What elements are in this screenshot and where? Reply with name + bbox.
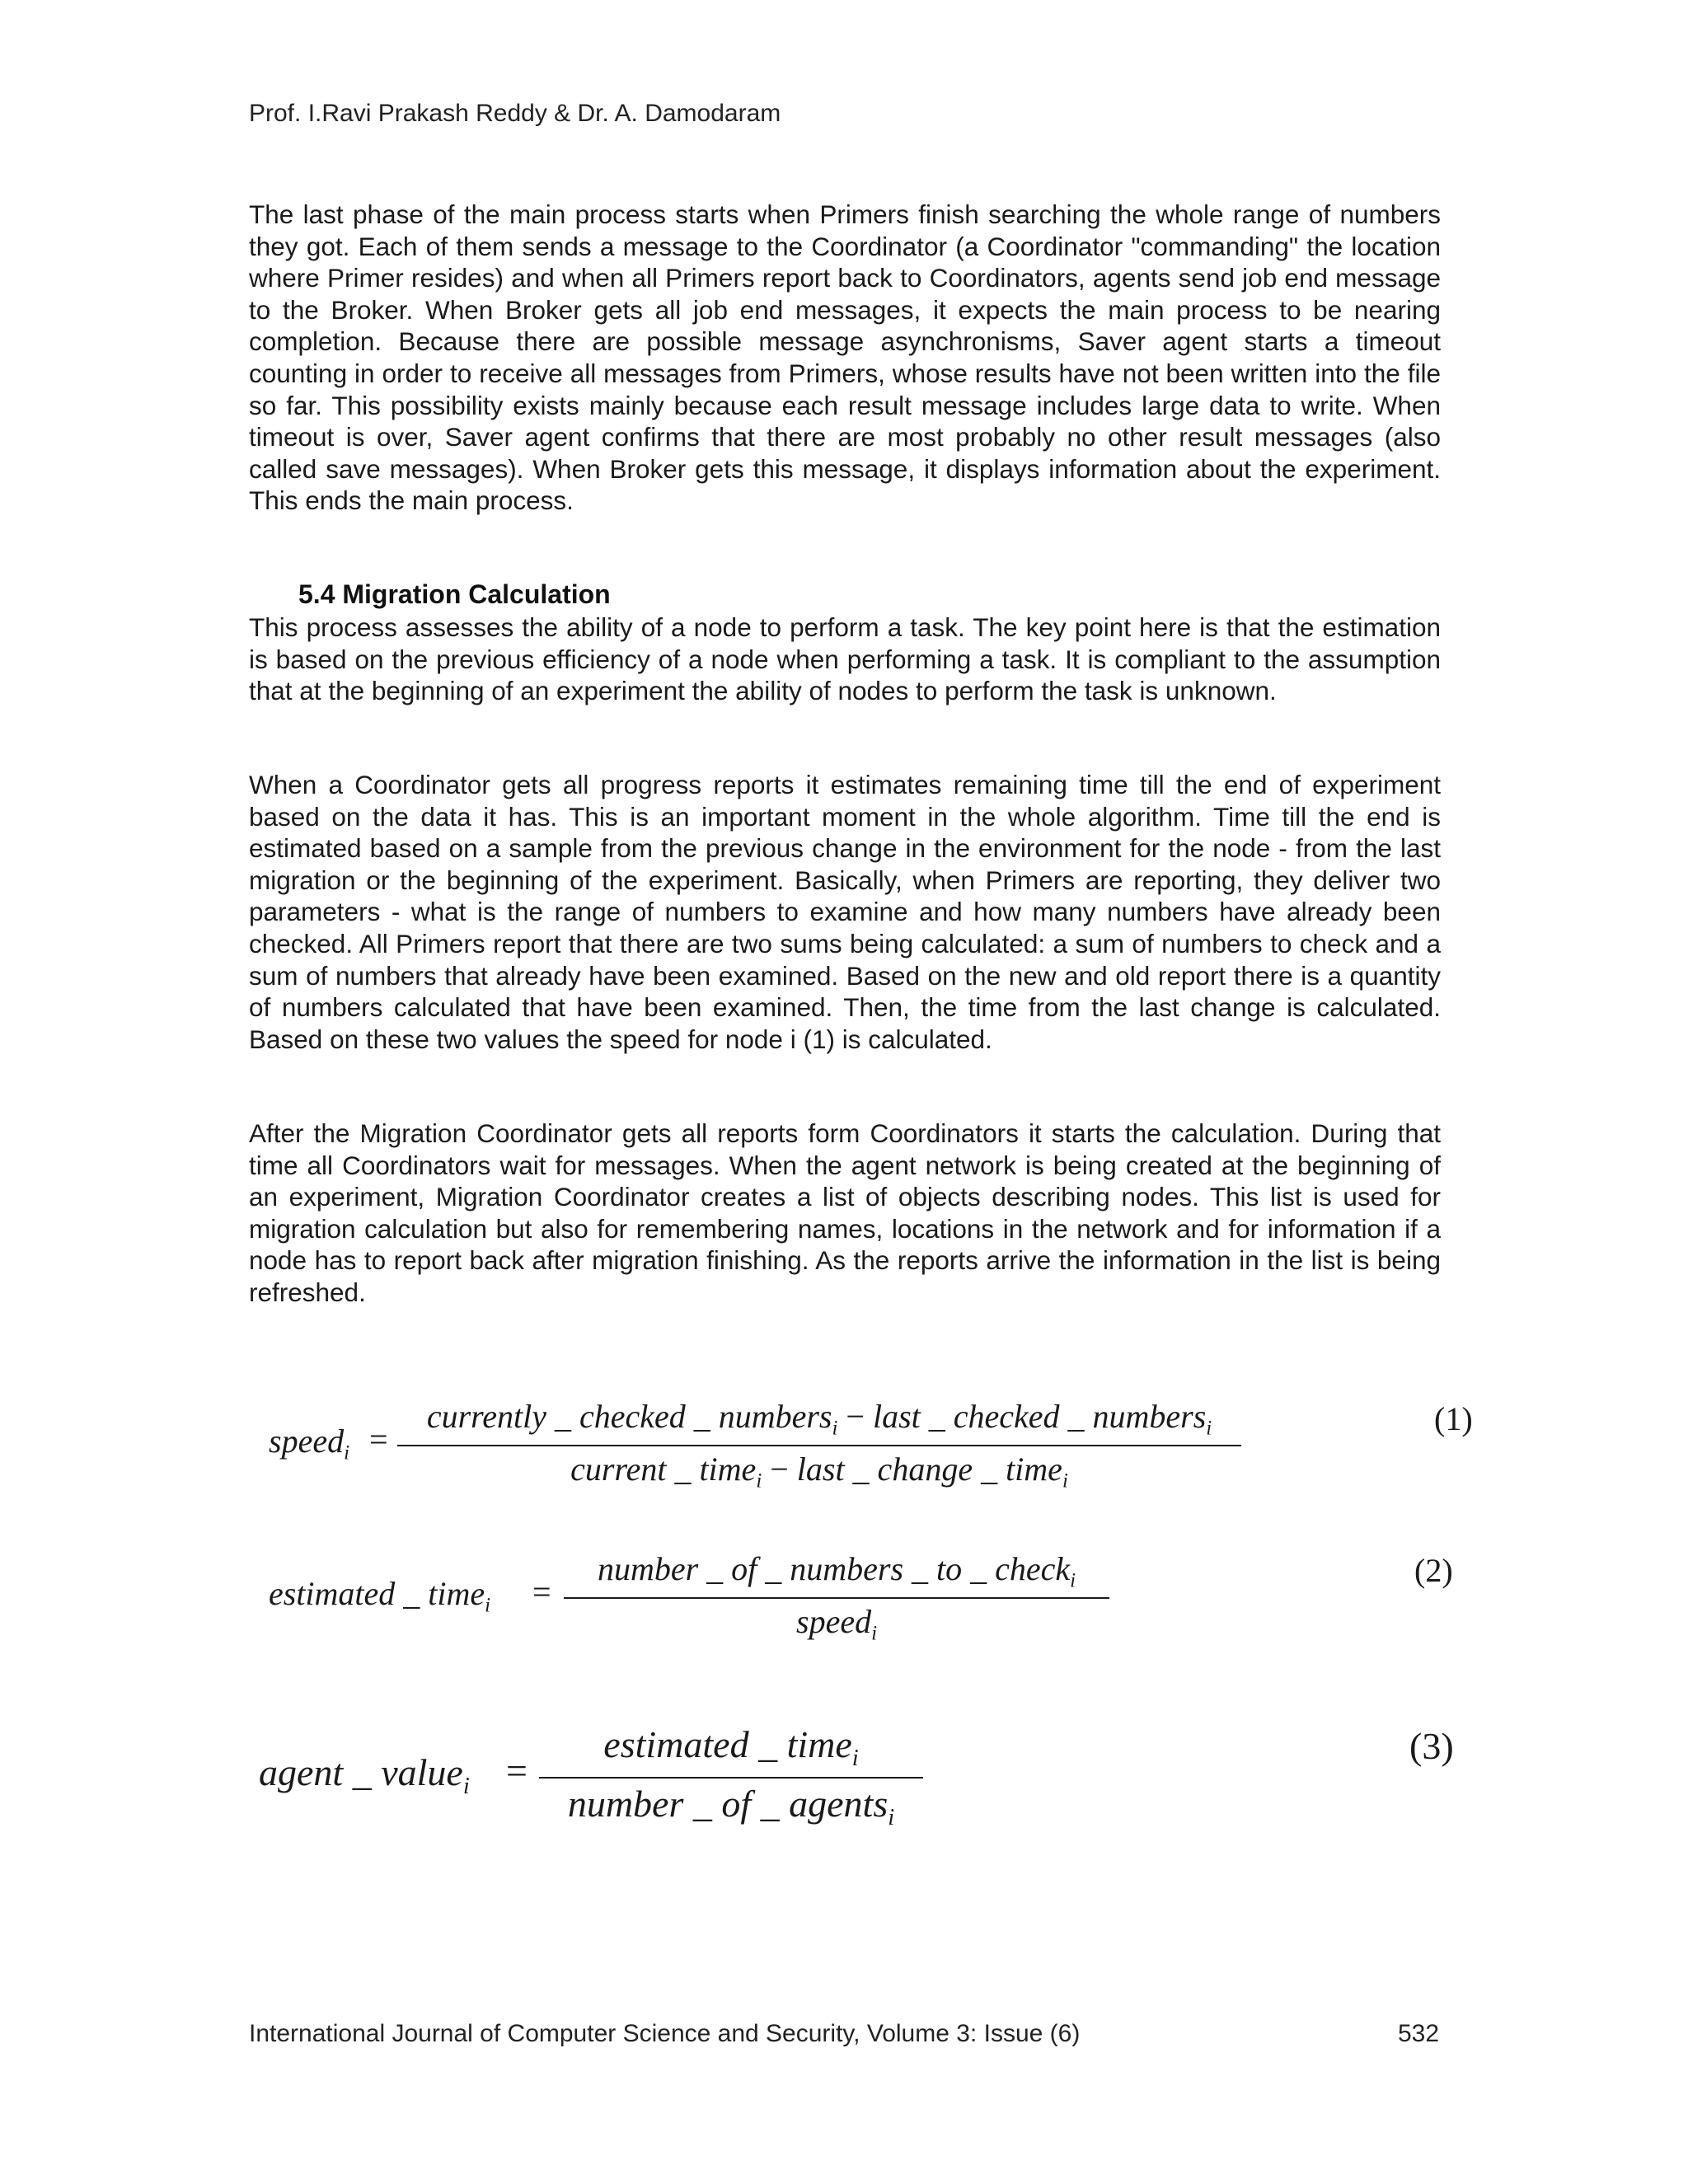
paragraph-migration-coordinator: After the Migration Coordinator gets all reports form Coordinators it starts the calculation. During that time all Coordinators wait for messages. When the agent network is being created at the beginning of an experiment, Migration Coordinator creates a list of objects describing nodes. This list is used for migration calculation but also for remembering names, locations in the network and for information if a node has to report back after migration finishing. As the reports arrive the information in the list is being refreshed. bbox=[249, 1118, 1441, 1307]
equation-number-2: (2) bbox=[1414, 1552, 1453, 1589]
paragraph-process-assessment: This process assesses the ability of a node to perform a task. The key point here is that the estimation is based on the previous efficiency of a node when performing a task. It is compliant to the assumption that at the beginning of an experiment the ability of nodes to perform the task is unknown. bbox=[249, 612, 1441, 706]
equals-sign: = bbox=[506, 1750, 528, 1792]
equation-number-3: (3) bbox=[1409, 1725, 1454, 1767]
fraction-bar bbox=[397, 1445, 1241, 1446]
denominator: speed$_i$ bbox=[796, 1603, 877, 1645]
fraction-bar bbox=[539, 1777, 923, 1779]
numerator: number _ of _ numbers _ to _ check$_i$ bbox=[597, 1550, 1076, 1592]
section-heading: 5.4 Migration Calculation bbox=[298, 579, 611, 609]
equation-estimated-time bbox=[269, 1549, 1175, 1657]
equals-sign: = bbox=[369, 1421, 388, 1458]
fraction bbox=[564, 1549, 1109, 1657]
denominator: current _ time$_i$ − last _ change _ time$_i$ bbox=[570, 1451, 1068, 1493]
numerator: estimated _ time$_i$ bbox=[603, 1723, 859, 1771]
denominator: number _ of _ agents$_i$ bbox=[567, 1783, 895, 1830]
equation-agent-value bbox=[259, 1722, 1001, 1838]
fraction bbox=[397, 1397, 1510, 1504]
equation-speed bbox=[269, 1397, 1241, 1504]
numerator: currently _ checked _ numbers$_i$ − last _ checked _ numbers$_i$ bbox=[426, 1398, 1212, 1440]
fraction-bar bbox=[564, 1597, 1109, 1599]
paragraph-coordinator-estimation: When a Coordinator gets all progress reports it estimates remaining time till the end of experiment based on the data it has. This is an important moment in the whole algorithm. Time till the end is estimated based on a sample from the previous change in the environment for the node - from the last migration or the beginning of the experiment. Basically, when Primers are reporting, they deliver two parameters - what is the range of numbers to examine and how many numbers have already been checked. All Primers report that there are two sums being calculated: a sum of numbers to check and a sum of numbers that already have been examined. Based on the new and old report there is a quantity of numbers calculated that have been examined. Then, the time from the last change is calculated. Based on these two values the speed for node i (1) is calculated. bbox=[249, 770, 1441, 1054]
equation-lhs: agent _ value$_i$ bbox=[259, 1751, 470, 1799]
equation-number-1: (1) bbox=[1434, 1400, 1473, 1437]
paragraph-last-phase: The last phase of the main process starts when Primers finish searching the whole range of numbers they got. Each of them sends a message to the Coordinator (a Coordinator "commanding" the location where Primer resides) and when all Primers report back to Coordinators, agents send job end message to the Broker. When Broker gets all job end messages, it expects the main process to be nearing completion. Because there are possible message asynchronisms, Saver agent starts a timeout counting in order to receive all messages from Primers, whose results have not been written into the file so far. This possibility exists mainly because each result message includes large data to write. When timeout is over, Saver agent confirms that there are most probably no other result messages (also called save messages). When Broker gets this message, it displays information about the experiment. This ends the main process. bbox=[249, 199, 1441, 516]
equation-lhs: estimated _ time$_i$ bbox=[269, 1575, 491, 1617]
equation-lhs: speed$_i$ bbox=[269, 1422, 349, 1465]
equals-sign: = bbox=[532, 1573, 551, 1610]
footer-page-number: 532 bbox=[1398, 2020, 1440, 2047]
running-header-authors: Prof. I.Ravi Prakash Reddy & Dr. A. Damodaram bbox=[249, 100, 781, 127]
footer-journal-title: International Journal of Computer Science and Security, Volume 3: Issue (6) bbox=[249, 2020, 1081, 2047]
fraction bbox=[539, 1722, 923, 1838]
